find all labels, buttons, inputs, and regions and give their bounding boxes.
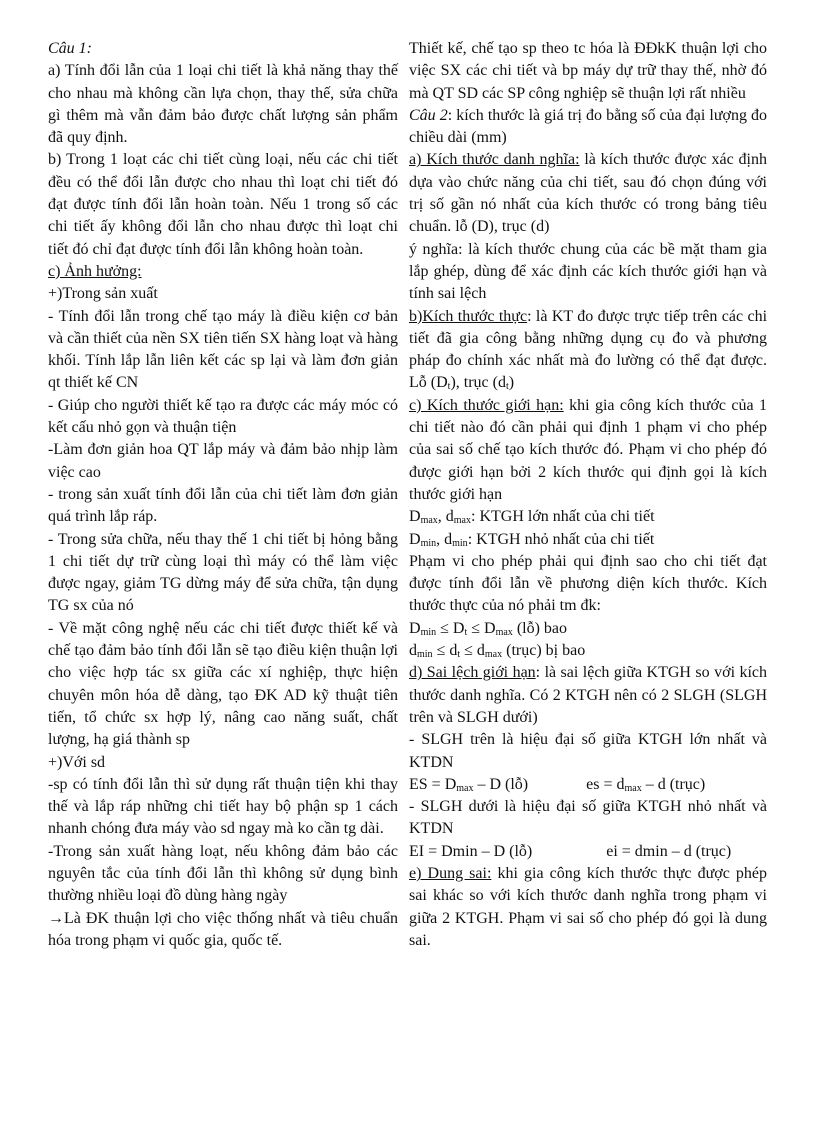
use-point-1: -sp có tính đổi lẫn thì sử dụng rất thuận tiện khi thay thế và lắp ráp những chi tiết hay bộ phận sp 1 cách nhanh chóng đưa máy vào sd ngay mà ko cần tg dài.	[48, 775, 398, 838]
question-2-paragraph	[409, 105, 767, 150]
production-point-3: -Làm đơn giản hoa QT lắp máy và đảm bảo nhịp làm việc cao	[48, 441, 398, 481]
actual-size-paragraph	[409, 306, 767, 395]
symbol-D: D	[409, 530, 421, 548]
max-limit-line	[409, 506, 767, 528]
lower-deviation-definition: - SLGH dưới là hiệu đại số giữa KTGH nhỏ nhất và KTDN	[409, 798, 767, 838]
ES-formula-start: ES = D	[409, 775, 457, 793]
leq-sign: ≤	[467, 619, 485, 637]
leq-sign: ≤	[460, 642, 477, 660]
tolerance-heading: e) Dung sai:	[409, 864, 492, 882]
symbol-D: D	[409, 508, 421, 526]
limit-size-paragraph	[409, 395, 767, 506]
subscript-min: min	[452, 537, 468, 549]
hole-label: (lỗ) bao	[512, 619, 568, 637]
actual-size-text-mid: ), trục (d	[450, 374, 506, 392]
shaft-label: (trục) bị bao	[502, 642, 586, 660]
meaning-paragraph: ý nghĩa: là kích thước chung của các bề mặt tham gia lắp ghép, dùng để xác định các kích thước giới hạn và tính sai lệch	[409, 240, 767, 303]
symbol-d: d	[409, 642, 417, 660]
leq-sign: ≤	[436, 619, 453, 637]
paragraph-a-definition: a) Tính đổi lẫn của 1 loại chi tiết là khả năng thay thế cho nhau mà không cần lựa chọn, thay thế, sửa chữa gì thêm mà vẫn đảm bảo được chất lượng sản phẩm đã quy định.	[48, 62, 398, 147]
production-point-2: - Giúp cho người thiết kế tạo ra được các máy móc có kết cấu nhỏ gọn và thuận tiện	[48, 396, 398, 437]
EI-formula: EI = Dmin – D (lỗ)	[409, 842, 533, 860]
limit-size-heading: c) Kích thước giới hạn:	[409, 396, 564, 414]
hole-inequality	[409, 618, 767, 640]
subscript-max: max	[453, 515, 471, 527]
range-condition-paragraph: Phạm vi cho phép phải qui định sao cho chi tiết đạt được tính đổi lẫn về phương diện kích thước. Kích thước thực của nó phải tm đk:	[409, 552, 767, 615]
left-column	[48, 38, 398, 952]
limit-deviation-text: : là sai lệch giữa KTGH so với kích thước danh nghĩa. Có 2 KTGH nên có 2 SLGH (SLGH trên và SLGH dưới)	[409, 664, 768, 726]
subscript-max: max	[495, 626, 513, 638]
right-column	[409, 38, 767, 952]
es-formula-start: es = d	[586, 775, 625, 793]
symbol-D: D	[484, 619, 496, 637]
subscript-t: t	[464, 626, 468, 638]
tolerance-text: khi gia công kích thước thực được phép sai khác so với kích thước danh nghĩa trong phạm vi giữa 2 KTGH. Phạm vi sai số cho phép đó gọi là dung sai.	[409, 864, 768, 949]
symbol-D: D	[409, 619, 421, 637]
comma: ,	[437, 508, 446, 526]
paragraph-b-complete-interchangeability: b) Trong 1 loạt các chi tiết cùng loại, nếu các chi tiết đều có thể đổi lẫn được cho nhau thì loạt chi tiết đó đạt được tính đổi lẫn hoàn toàn. Nếu 1 trong số các chi tiết ấy không đổi lẫn cho nhau được thì loạt chi tiết đó chỉ đạt được tính đổi lẫn không hoàn toàn.	[48, 151, 398, 258]
production-point-4: - trong sản xuất tính đổi lẫn của chi tiết làm đơn giản quá trình lắp ráp.	[48, 485, 398, 526]
actual-size-heading: b)Kích thước thực	[409, 307, 528, 325]
nominal-size-text: là kích thước được xác định dựa vào chức năng của chi tiết, sau đó chọn đúng với trị số gần nó nhất của kích thước có trong bảng tiêu chuẩn. lỗ (D), trục (d)	[409, 151, 768, 236]
subscript-min: min	[420, 537, 437, 549]
min-limit-line	[409, 529, 767, 551]
subscript-t: t	[505, 381, 509, 393]
subscript-max: max	[624, 782, 642, 794]
comma: ,	[436, 530, 445, 548]
ei-formula: ei = dmin – d (trục)	[606, 842, 732, 860]
limit-size-text: khi gia công kích thước của 1 chi tiết nào đó cần phải qui định 1 phạm vi cho phép của sai số chế tạo kích thước đó. Phạm vi cho phép đó được giới hạn bởi 2 kích thước qui định gọi là kích thước giới hạn	[409, 396, 768, 503]
leq-sign: ≤	[432, 642, 450, 660]
subscript-min: min	[420, 626, 437, 638]
subscript-min: min	[417, 649, 433, 661]
nominal-size-heading: a) Kích thước danh nghĩa:	[409, 151, 580, 169]
production-point-1: - Tính đổi lẫn trong chế tạo máy là điều kiện cơ bản và cần thiết của nền SX tiên tiến SX hàng loạt và hàng khối. Tính lắp lẫn liên kết các sp lại và làm đơn giản qt thiết kế CN	[48, 307, 398, 392]
question-1-heading: Câu 1:	[48, 40, 92, 57]
nominal-size-paragraph	[409, 149, 767, 238]
es-formula-end: – d (trục)	[641, 775, 706, 793]
question-2-text: : kích thước là giá trị đo bằng số của đại lượng đo chiều dài (mm)	[409, 106, 768, 147]
production-point-5: - Trong sửa chữa, nếu thay thế 1 chi tiết bị hỏng bằng 1 chi tiết dự trữ cùng loại thì máy có thể làm việc được ngay, giảm TG dừng máy để sửa chữa, tận dụng TG sx của nó	[48, 530, 398, 615]
subscript-t: t	[457, 649, 461, 661]
continuation-paragraph: Thiết kế, chế tạo sp theo tc hóa là ĐĐkK thuận lợi cho việc SX các chi tiết và bp máy dự trữ thay thế, nhờ đó mà QT SD các SP công nghiệp sẽ thuận lợi rất nhiều	[409, 40, 767, 102]
actual-size-text: : là KT đo được trực tiếp trên các chi tiết đã gia công bằng những dụng cụ đo và phương pháp đo chính xác nhất mà đo lường có thể đạt được. Lỗ (D	[409, 307, 768, 392]
limit-deviation-paragraph	[409, 662, 767, 729]
question-2-label: Câu 2	[409, 106, 448, 124]
max-limit-desc: : KTGH lớn nhất của chi tiết	[471, 508, 655, 526]
in-production-heading: +)Trong sản xuất	[48, 285, 158, 303]
upper-deviation-definition: - SLGH trên là hiệu đại số giữa KTGH lớn nhất và KTDN	[409, 731, 767, 771]
subscript-max: max	[456, 782, 474, 794]
limit-deviation-heading: d) Sai lệch giới hạn	[409, 664, 536, 682]
section-c-heading: c) Ảnh hưởng:	[48, 262, 142, 280]
symbol-d: d	[476, 642, 485, 660]
subscript-t: t	[447, 381, 451, 393]
production-point-6: - Về mặt công nghệ nếu các chi tiết được thiết kế và chế tạo đảm bảo tính đổi lẫn sẽ tạo điều kiện thuận lợi cho việc hợp tác sx giữa các xí nghiệp, thực hiện chuyên môn hóa dễ dàng, tạo ĐK AD kỹ thuật tiên tiến, tổ chức sx hợp lý, nâng cao năng suất, chất lượng, hạ giá thành sp	[48, 619, 398, 749]
ES-formula-end: – D (lỗ)	[473, 775, 529, 793]
symbol-d: d	[444, 530, 453, 548]
lower-deviation-formulas	[409, 841, 767, 863]
tolerance-paragraph	[409, 863, 767, 952]
in-use-heading: +)Với sd	[48, 753, 106, 771]
upper-deviation-formulas	[409, 774, 767, 796]
symbol-d: d	[449, 642, 458, 660]
symbol-d: d	[445, 508, 454, 526]
use-point-2: -Trong sản xuất hàng loạt, nếu không đảm bảo các nguyên tắc của tính đổi lẫn thì không sử dụng bình thường nhiều loại đồ dùng hàng ngày	[48, 842, 398, 905]
shaft-inequality	[409, 640, 767, 662]
subscript-max: max	[484, 649, 503, 661]
conclusion-arrow-line: →Là ĐK thuận lợi cho việc thống nhất và tiêu chuẩn hóa trong phạm vi quốc gia, quốc tế.	[48, 909, 398, 949]
subscript-max: max	[420, 515, 438, 527]
symbol-D: D	[452, 619, 465, 637]
min-limit-desc: : KTGH nhỏ nhất của chi tiết	[467, 530, 655, 548]
actual-size-text-end: )	[508, 374, 515, 392]
